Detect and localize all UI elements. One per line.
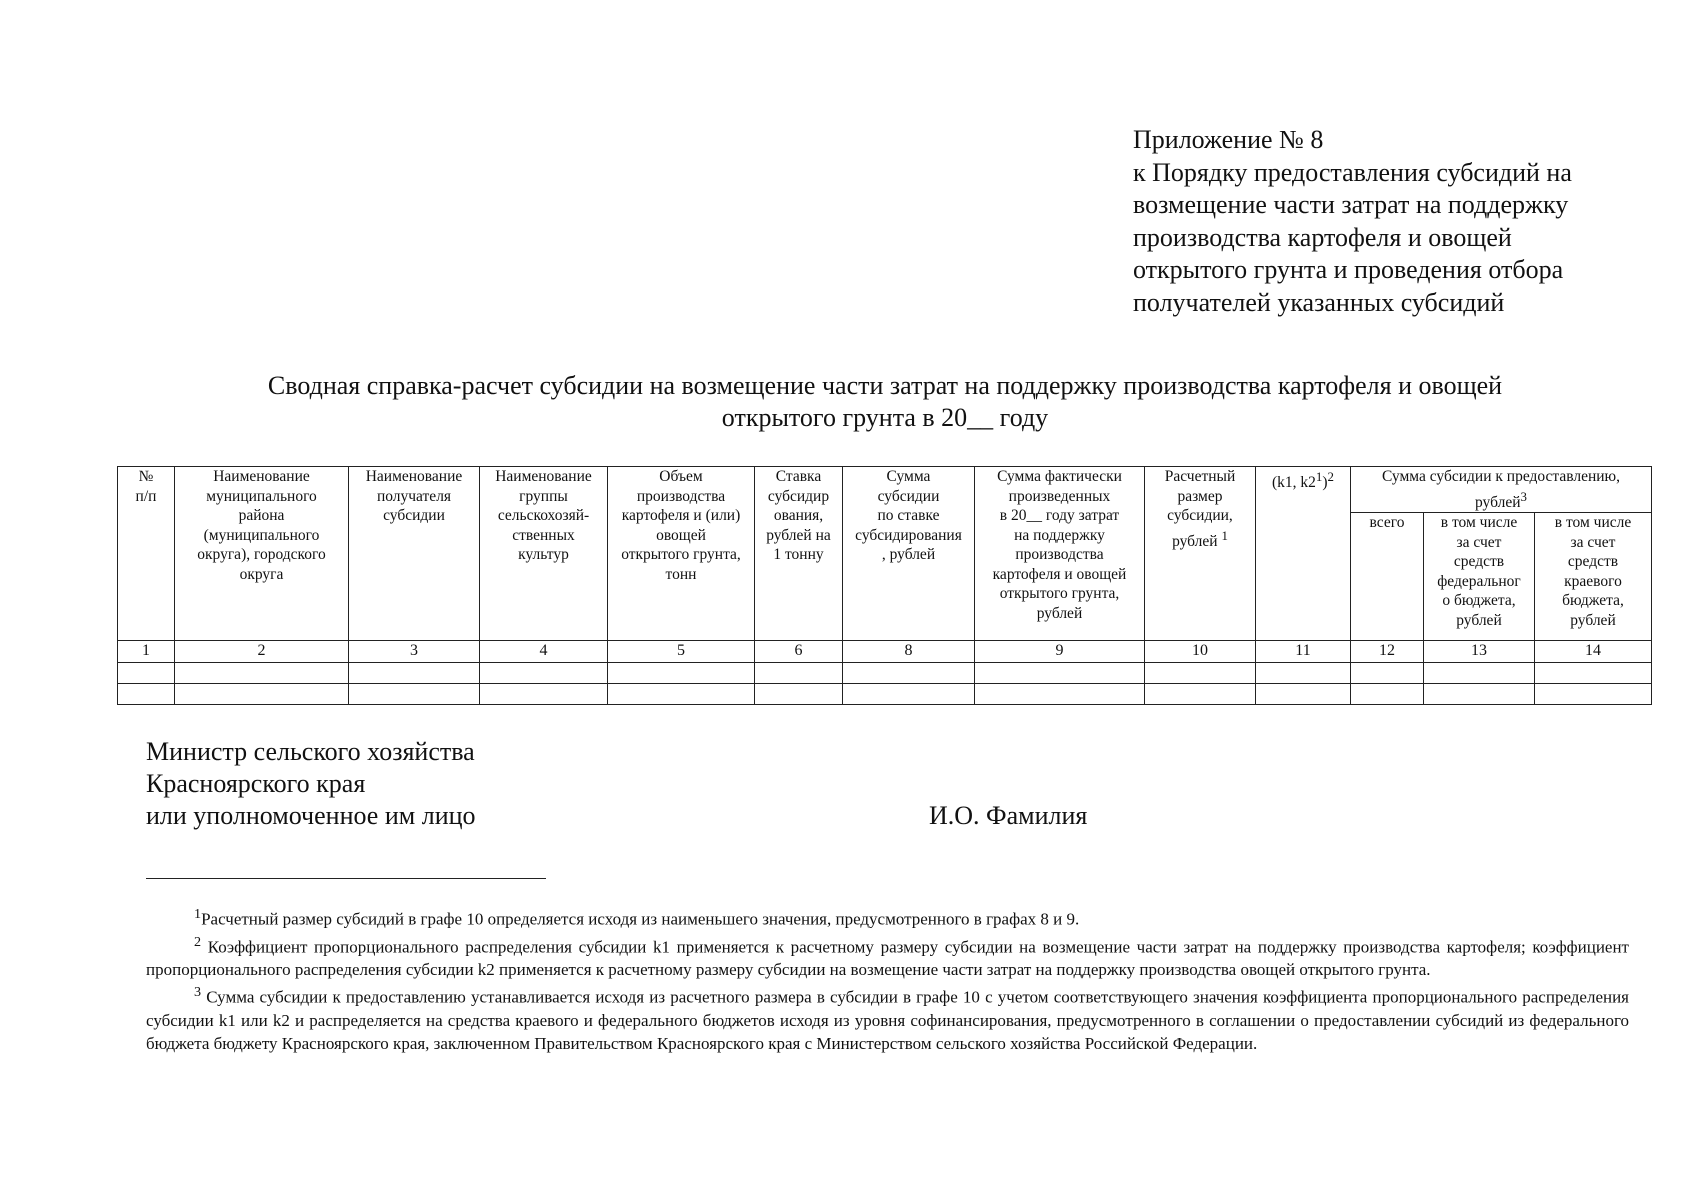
column-number: 1 bbox=[118, 641, 175, 663]
header-col-3: Наименование получателя субсидии bbox=[349, 467, 480, 641]
footnote-ref-1: 1 bbox=[1221, 527, 1228, 543]
column-number: 6 bbox=[755, 641, 843, 663]
header-col-6: Ставка субсидир ования, рублей на 1 тонну bbox=[755, 467, 843, 641]
header-col-10: Расчетный размер субсидии, рублей $^1$ bbox=[1145, 467, 1256, 641]
footnote-divider bbox=[146, 878, 546, 879]
column-number: 14 bbox=[1535, 641, 1652, 663]
signature-line: Красноярского края bbox=[146, 769, 366, 798]
header-col-12: всего bbox=[1351, 513, 1424, 641]
table-cell bbox=[975, 684, 1145, 705]
table-cell bbox=[1535, 684, 1652, 705]
footnote-mark: 3 bbox=[194, 984, 202, 1001]
title-line: Сводная справка-расчет субсидии на возмещение части затрат на поддержку производства картофеля и овощей bbox=[267, 371, 1503, 400]
appendix-line: возмещение части затрат на поддержку bbox=[1133, 190, 1569, 219]
header-col-5: Объем производства картофеля и (или) овощей открытого грунта, тонн bbox=[608, 467, 755, 641]
signature-block bbox=[146, 736, 646, 832]
appendix-line: Приложение № 8 bbox=[1133, 125, 1324, 154]
table-cell bbox=[1535, 663, 1652, 684]
footnotes bbox=[146, 903, 1629, 1055]
header-row bbox=[118, 467, 1652, 513]
appendix-line: к Порядку предоставления субсидий на bbox=[1133, 157, 1572, 187]
table-row bbox=[118, 663, 1652, 684]
table-cell bbox=[1256, 663, 1351, 684]
header-col-13: в том числе за счет средств федеральног о бюджета, рублей bbox=[1424, 513, 1535, 641]
table-cell bbox=[843, 684, 975, 705]
column-number: 4 bbox=[480, 641, 608, 663]
table-cell bbox=[1256, 684, 1351, 705]
table-cell bbox=[975, 663, 1145, 684]
header-col-14: в том числе за счет средств краевого бюджета, рублей bbox=[1535, 513, 1652, 641]
table-cell bbox=[608, 684, 755, 705]
signature-line: Министр сельского хозяйства bbox=[146, 737, 475, 766]
footnote-mark: 2 bbox=[194, 933, 202, 950]
column-number: 12 bbox=[1351, 641, 1424, 663]
table-cell bbox=[175, 684, 349, 705]
footnote-ref-2: 2 bbox=[1327, 469, 1334, 484]
footnote: $^2$ Коэффициент пропорционального распределения субсидии k1 применяется к расчетному размеру субсидии на возмещение части затрат на поддержку производства картофеля; коэффициент пропорционального распределения субсидии k2 применяется к расчетному размеру субсидии на возмещение части затрат на поддержку производства овощей открытого грунта. bbox=[146, 933, 1629, 980]
appendix-header bbox=[1133, 124, 1693, 319]
footnote-ref-3: 3 bbox=[1520, 488, 1527, 504]
signer-name: И.О. Фамилия bbox=[929, 801, 1088, 830]
column-number: 9 bbox=[975, 641, 1145, 663]
table-cell bbox=[1351, 663, 1424, 684]
header-group-amount: Сумма субсидии к предоставлению, рублей$^3$ bbox=[1351, 467, 1652, 513]
footnote-ref-1: 1 bbox=[1315, 469, 1323, 484]
table-cell bbox=[1424, 684, 1535, 705]
appendix-line: открытого грунта и проведения отбора bbox=[1133, 255, 1564, 284]
header-col-4: Наименование группы сельскохозяй- ственных культур bbox=[480, 467, 608, 641]
footnote-mark: 1 bbox=[194, 906, 202, 922]
column-number: 11 bbox=[1256, 641, 1351, 663]
title-line: открытого грунта в 20__ году bbox=[721, 403, 1049, 432]
table-cell bbox=[349, 684, 480, 705]
appendix-line: получателей указанных субсидий bbox=[1133, 287, 1505, 317]
header-col-2: Наименование муниципального района (муниципального округа), городского округа bbox=[175, 467, 349, 641]
subsidy-table bbox=[117, 466, 1652, 705]
column-number: 2 bbox=[175, 641, 349, 663]
column-number: 10 bbox=[1145, 641, 1256, 663]
table-cell bbox=[1351, 684, 1424, 705]
signature-line: или уполномоченное им лицо bbox=[146, 801, 476, 830]
footnote: $^3$ Сумма субсидии к предоставлению устанавливается исходя из расчетного размера в субсидии в графе 10 с учетом соответствующего значения коэффициента пропорционального распределения субсидии k1 или k2 и распределяется на средства краевого и федерального бюджетов исходя из уровня софинансирования, предусмотренного в соглашении о предоставлении субсидий из федерального бюджета бюджету Красноярского края, заключенном Правительством Красноярского края с Министерством сельского хозяйства Российской Федерации. bbox=[146, 984, 1630, 1053]
column-number: 3 bbox=[349, 641, 480, 663]
column-number-row bbox=[118, 641, 1652, 663]
table-cell bbox=[480, 684, 608, 705]
table-cell bbox=[118, 663, 175, 684]
table-cell bbox=[1424, 663, 1535, 684]
header-col-8: Сумма субсидии по ставке субсидирования , рублей bbox=[843, 467, 975, 641]
table-cell bbox=[175, 663, 349, 684]
column-number: 5 bbox=[608, 641, 755, 663]
header-col-1: № п/п bbox=[118, 467, 175, 641]
table-cell bbox=[118, 684, 175, 705]
table-cell bbox=[755, 684, 843, 705]
header-col-11: (k1, $k2^1)^2$ bbox=[1256, 467, 1351, 641]
table-cell bbox=[755, 663, 843, 684]
header-col-9: Сумма фактически произведенных в 20__ году затрат на поддержку производства картофеля и овощей открытого грунта, рублей bbox=[975, 467, 1145, 641]
appendix-line: производства картофеля и овощей bbox=[1133, 222, 1512, 252]
table-cell bbox=[480, 663, 608, 684]
table-cell bbox=[608, 663, 755, 684]
table-cell bbox=[843, 663, 975, 684]
column-number: 13 bbox=[1424, 641, 1535, 663]
column-number: 8 bbox=[843, 641, 975, 663]
table-cell bbox=[1145, 684, 1256, 705]
table-cell bbox=[1145, 663, 1256, 684]
footnote: $^1$Расчетный размер субсидий в графе 10 определяется исходя из наименьшего значения, предусмотренного в графах 8 и 9. bbox=[194, 906, 1080, 929]
document-title bbox=[150, 370, 1620, 434]
table-cell bbox=[349, 663, 480, 684]
table-row bbox=[118, 684, 1652, 705]
